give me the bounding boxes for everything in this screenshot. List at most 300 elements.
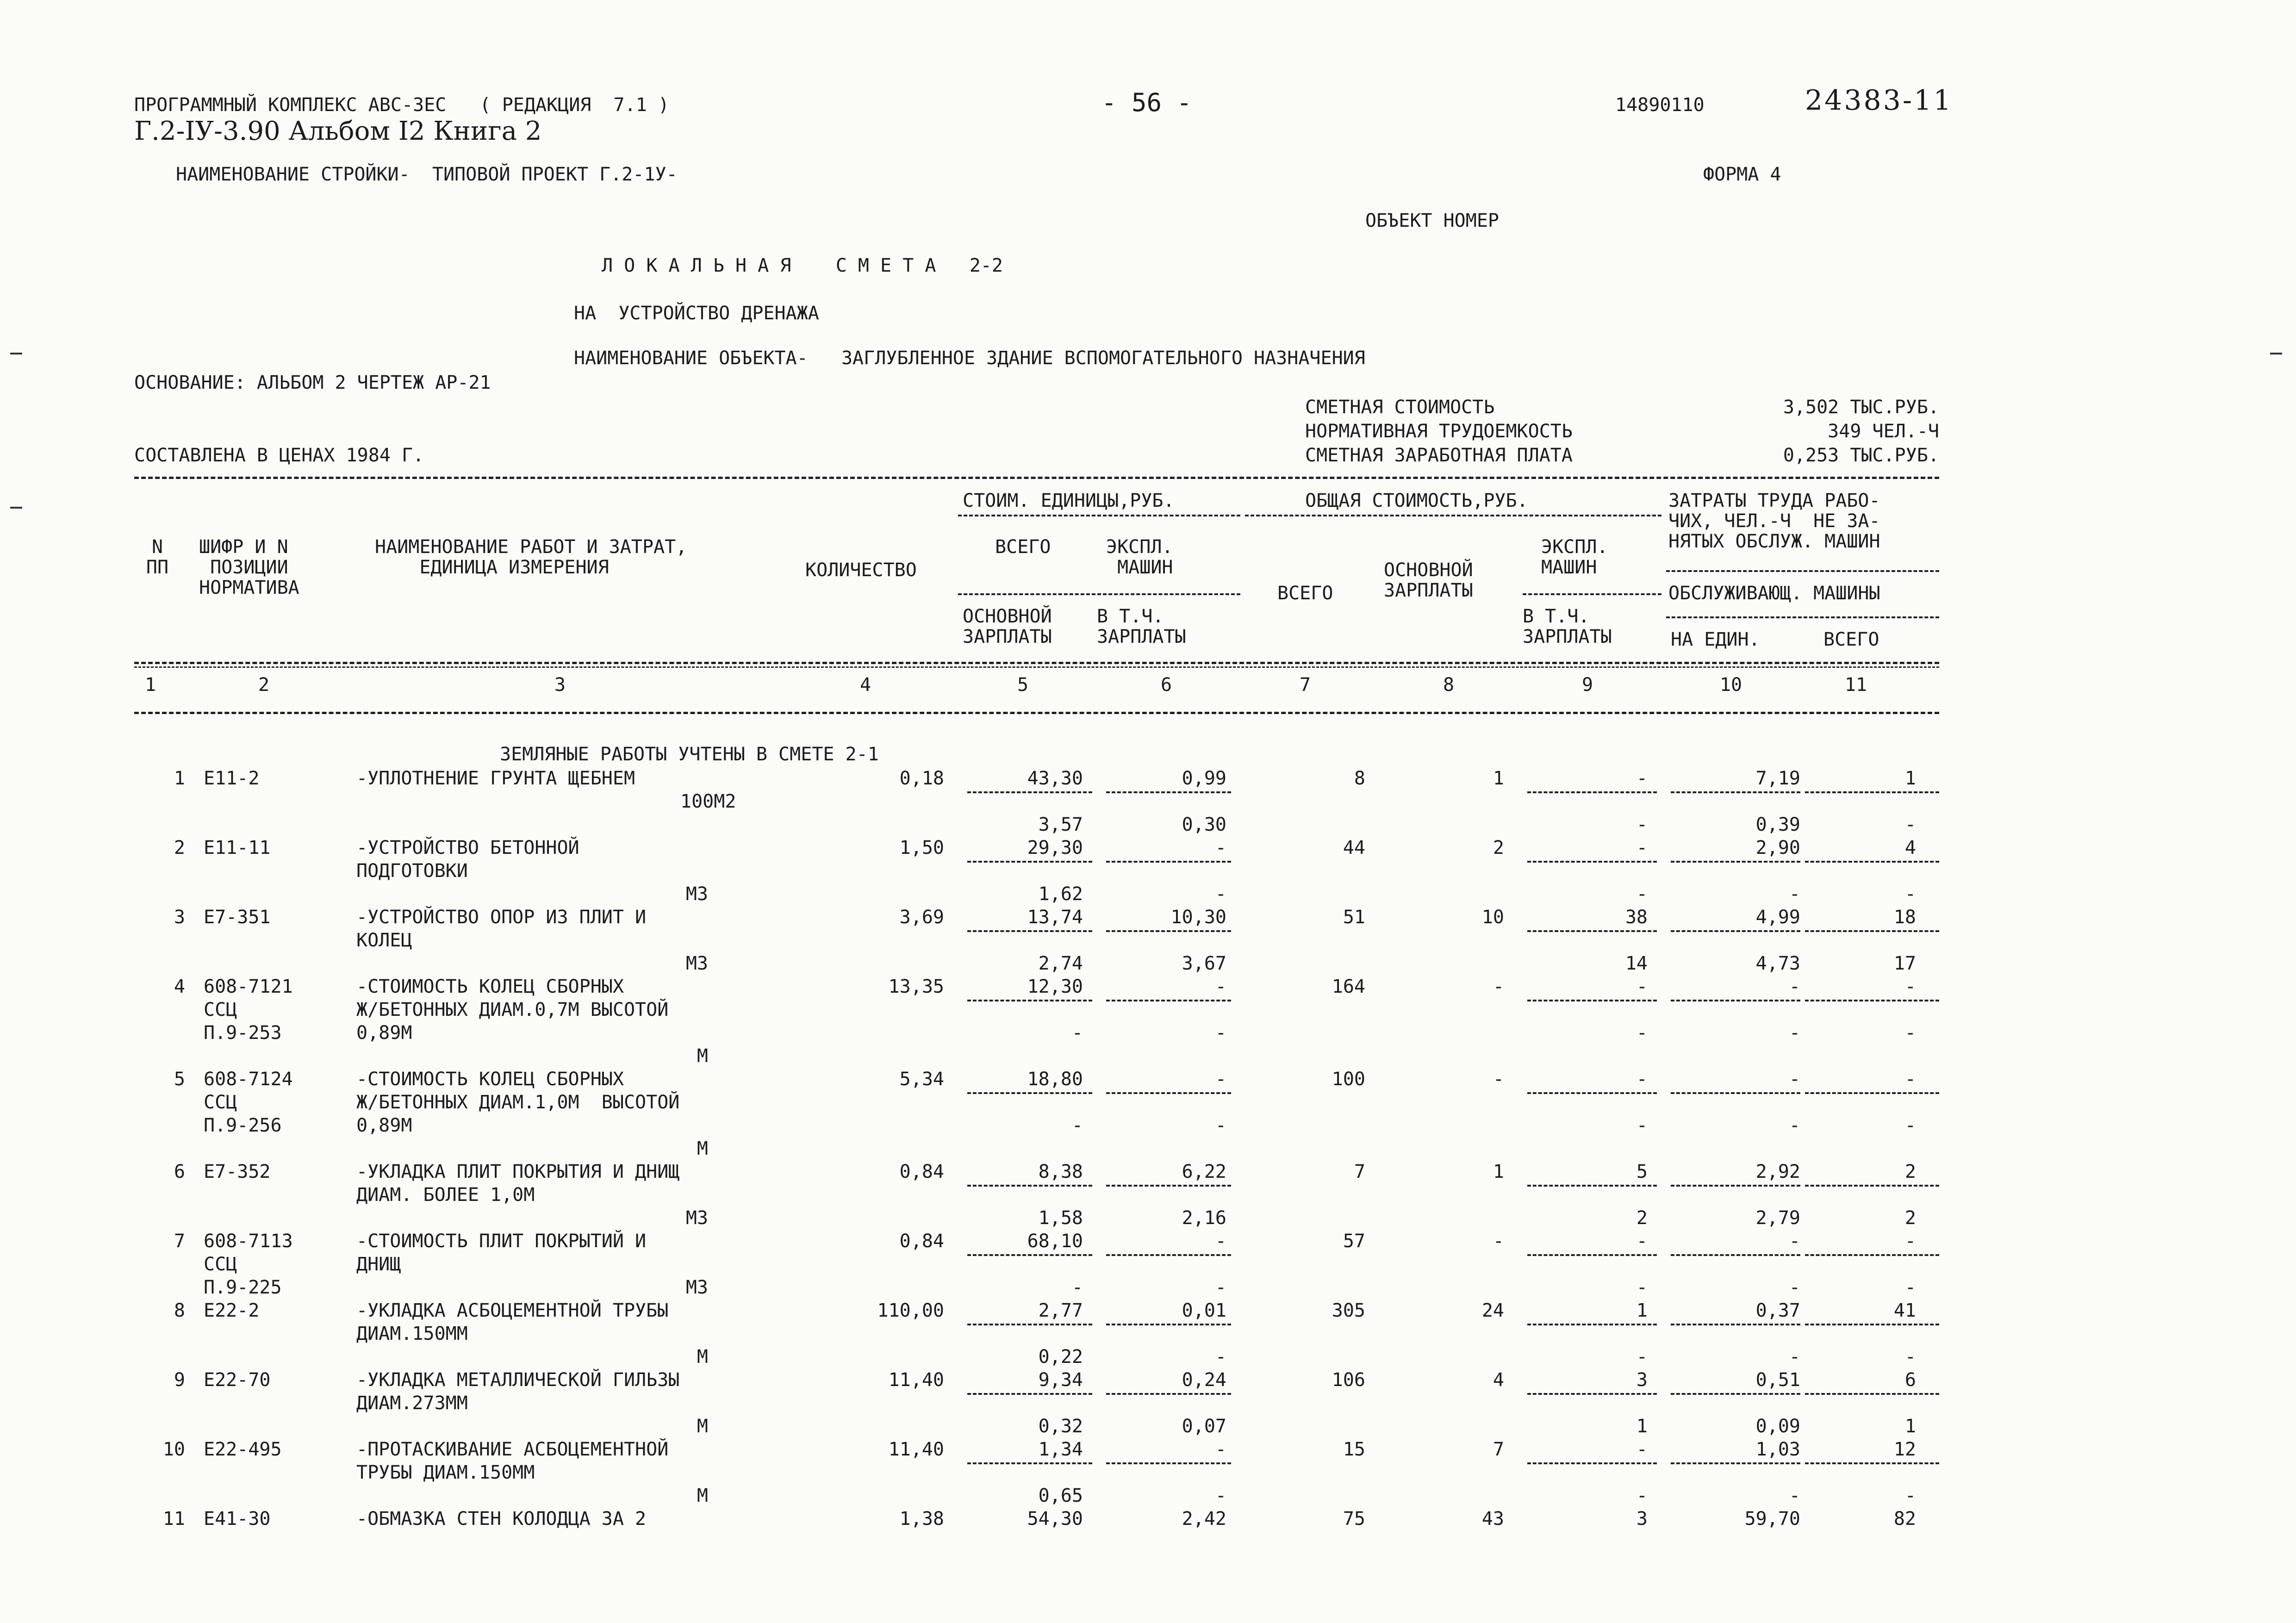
row-serv-total: - (1904, 814, 1916, 835)
margin-tick-left-2 (10, 507, 22, 509)
row-labor-total: 18 (1893, 907, 1916, 928)
row-divider (1671, 1000, 1800, 1001)
row-unit-total: 13,74 (1027, 907, 1083, 928)
row-unit-total: 8,38 (1038, 1161, 1083, 1182)
row-unit-incl: - (1215, 1277, 1226, 1298)
row-name: -СТОИМОСТЬ КОЛЕЦ СБОРНЫХ (356, 976, 624, 997)
row-number: 10 (162, 1439, 185, 1460)
row-divider (1805, 1254, 1939, 1256)
row-total-machines: 3 (1636, 1369, 1648, 1391)
col-header-name: НАИМЕНОВАНИЕ РАБОТ И ЗАТРАТ, ЕДИНИЦА ИЗМЕРЕНИЯ (375, 536, 687, 578)
row-code: Е7-352 (204, 1161, 271, 1182)
row-code: Е22-2 (204, 1300, 260, 1321)
row-quantity: 3,69 (899, 907, 944, 928)
row-name: -СТОИМОСТЬ КОЛЕЦ СБОРНЫХ (356, 1069, 624, 1090)
row-total-machines: - (1636, 1439, 1648, 1460)
col-number: 8 (1443, 674, 1455, 696)
row-labor-unit: 59,70 (1744, 1508, 1800, 1530)
row-unit-machines: 2,42 (1182, 1508, 1226, 1530)
row-total-machines: 1 (1636, 1300, 1648, 1321)
row-divider (1805, 1000, 1939, 1001)
row-total-machines: - (1636, 1069, 1648, 1090)
row-divider (1671, 791, 1800, 793)
row-code: Е11-11 (204, 837, 271, 858)
row-divider (1106, 1000, 1231, 1001)
row-number: 4 (174, 976, 185, 997)
row-divider (1527, 1324, 1657, 1325)
row-total-incl: - (1636, 1346, 1648, 1368)
row-divider (1527, 1185, 1657, 1187)
row-serv-unit: 2,79 (1755, 1207, 1800, 1229)
row-serv-total: - (1904, 1022, 1916, 1044)
row-divider (1671, 1185, 1800, 1187)
row-unit: М3 (685, 953, 708, 974)
row-divider (967, 861, 1092, 863)
row-total-wage: 7 (1493, 1439, 1504, 1460)
col-number: 9 (1581, 674, 1593, 696)
row-divider (1106, 1092, 1231, 1094)
row-name: 0,89М (356, 1115, 412, 1136)
row-serv-total: 17 (1893, 953, 1916, 974)
row-divider (1805, 861, 1939, 863)
row-total-incl: 2 (1636, 1207, 1648, 1229)
row-code: Е41-30 (204, 1508, 271, 1530)
row-total-incl: - (1636, 1277, 1648, 1298)
numbers-bottom-rule (134, 712, 1939, 714)
row-unit-incl: 3,67 (1182, 953, 1226, 974)
row-unit-wage: 0,32 (1038, 1416, 1083, 1437)
row-unit: М (697, 1485, 708, 1506)
section-note: ЗЕМЛЯНЫЕ РАБОТЫ УЧТЕНЫ В СМЕТЕ 2-1 (500, 744, 879, 765)
row-serv-unit: - (1789, 1277, 1800, 1298)
row-total-machines: - (1636, 837, 1648, 858)
total-cost-divider (1245, 515, 1661, 516)
summary-label-cost: СМЕТНАЯ СТОИМОСТЬ (1305, 397, 1495, 418)
row-labor-total: - (1904, 1069, 1916, 1090)
unit-cost-divider (958, 515, 1240, 516)
row-divider (1527, 791, 1657, 793)
row-unit: М3 (685, 1207, 708, 1229)
row-total-wage: 2 (1493, 837, 1504, 858)
row-divider (1805, 791, 1939, 793)
row-serv-unit: - (1789, 1115, 1800, 1136)
row-unit-incl: - (1215, 883, 1226, 905)
row-total-wage: 1 (1493, 1161, 1504, 1182)
row-divider (1671, 1324, 1800, 1325)
row-serv-total: - (1904, 1485, 1916, 1506)
row-unit-machines: - (1215, 1439, 1226, 1460)
row-serv-unit: - (1789, 1022, 1800, 1044)
col-header-total-incl: В Т.Ч. ЗАРПЛАТЫ (1523, 606, 1612, 647)
row-unit-wage: 0,22 (1038, 1346, 1083, 1368)
row-unit-total: 9,34 (1038, 1369, 1083, 1391)
col-number: 6 (1160, 674, 1172, 696)
col-header-unit-wage: ОСНОВНОЙ ЗАРПЛАТЫ (963, 606, 1052, 647)
row-quantity: 1,50 (899, 837, 944, 858)
row-quantity: 0,84 (899, 1231, 944, 1252)
row-quantity: 1,38 (899, 1508, 944, 1530)
row-quantity: 11,40 (888, 1369, 944, 1391)
row-quantity: 110,00 (877, 1300, 944, 1321)
row-total-incl: - (1636, 883, 1648, 905)
row-quantity: 11,40 (888, 1439, 944, 1460)
row-total-machines: 38 (1625, 907, 1648, 928)
col-header-number: N ПП (146, 536, 169, 578)
row-name: -УКЛАДКА АСБОЦЕМЕНТНОЙ ТРУБЫ (356, 1300, 669, 1321)
row-divider (1106, 1185, 1231, 1187)
row-total-incl: - (1636, 1485, 1648, 1506)
row-unit: М (697, 1138, 708, 1159)
row-divider (1527, 1000, 1657, 1001)
row-divider (1805, 930, 1939, 932)
row-unit-wage: 3,57 (1038, 814, 1083, 835)
row-name: ПОДГОТОВКИ (356, 860, 468, 882)
row-divider (967, 1092, 1092, 1094)
row-total-wage: 43 (1481, 1508, 1504, 1530)
total-cost-divider-2 (1523, 593, 1661, 595)
table-top-rule (134, 477, 1939, 479)
row-unit-total: 29,30 (1027, 837, 1083, 858)
row-unit-incl: - (1215, 1346, 1226, 1368)
col-number: 1 (144, 674, 156, 696)
row-unit: 100М2 (680, 791, 736, 812)
row-divider (1527, 1254, 1657, 1256)
row-labor-total: 82 (1893, 1508, 1916, 1530)
labor-divider (1666, 570, 1939, 572)
row-labor-unit: - (1789, 1069, 1800, 1090)
row-divider (1106, 1254, 1231, 1256)
program-info: ПРОГРАММНЫЙ КОМПЛЕКС АВС-3ЕС ( РЕДАКЦИЯ 7.1 ) (134, 94, 669, 116)
row-divider (1527, 1393, 1657, 1395)
col-header-total-cost: ОБЩАЯ СТОИМОСТЬ,РУБ. (1305, 490, 1528, 511)
row-quantity: 5,34 (899, 1069, 944, 1090)
row-unit-total: 68,10 (1027, 1231, 1083, 1252)
row-total: 15 (1343, 1439, 1365, 1460)
row-quantity: 0,18 (899, 768, 944, 789)
row-number: 8 (174, 1300, 185, 1321)
row-unit-incl: - (1215, 1022, 1226, 1044)
row-total-machines: - (1636, 976, 1648, 997)
row-unit-wage: 2,74 (1038, 953, 1083, 974)
row-total-wage: - (1493, 1069, 1504, 1090)
document-title: Л О К А Л Ь Н А Я С М Е Т А 2-2 (602, 255, 1003, 276)
row-labor-total: 12 (1893, 1439, 1916, 1460)
row-divider (967, 1254, 1092, 1256)
row-divider (1106, 1462, 1231, 1464)
row-unit: М3 (685, 883, 708, 905)
col-header-quantity: КОЛИЧЕСТВО (805, 560, 917, 581)
row-divider (1671, 1393, 1800, 1395)
col-header-unit-machines: ЭКСПЛ. МАШИН (1106, 536, 1173, 578)
row-labor-total: 41 (1893, 1300, 1916, 1321)
row-unit: М (697, 1416, 708, 1437)
summary-value-cost: 3,502 ТЫС.РУБ. (1783, 397, 1939, 418)
row-total-wage: 1 (1493, 768, 1504, 789)
row-divider (1805, 1185, 1939, 1187)
album-title: Г.2-IУ-3.90 Альбом I2 Книга 2 (134, 116, 542, 146)
row-serv-total: 2 (1904, 1207, 1916, 1229)
row-code: П.9-253 (204, 1022, 282, 1044)
row-unit: М (697, 1045, 708, 1067)
row-serv-total: - (1904, 1115, 1916, 1136)
row-labor-unit: - (1789, 1231, 1800, 1252)
row-labor-unit: 7,19 (1755, 768, 1800, 789)
row-unit-machines: 0,99 (1182, 768, 1226, 789)
row-total-incl: - (1636, 1022, 1648, 1044)
col-header-code: ШИФР И N ПОЗИЦИИ НОРМАТИВА (199, 536, 299, 598)
row-labor-unit: 4,99 (1755, 907, 1800, 928)
row-name: -СТОИМОСТЬ ПЛИТ ПОКРЫТИЙ И (356, 1231, 647, 1252)
row-serv-total: - (1904, 1346, 1916, 1368)
row-divider (1671, 861, 1800, 863)
row-serv-unit: 4,73 (1755, 953, 1800, 974)
row-number: 7 (174, 1231, 185, 1252)
row-unit-wage: 1,58 (1038, 1207, 1083, 1229)
row-unit-machines: 0,01 (1182, 1300, 1226, 1321)
col-number: 4 (859, 674, 871, 696)
row-divider (1106, 791, 1231, 793)
row-unit-incl: - (1215, 1115, 1226, 1136)
row-code: ССЦ (204, 1254, 237, 1275)
row-serv-unit: 0,09 (1755, 1416, 1800, 1437)
row-unit-incl: - (1215, 1485, 1226, 1506)
row-total: 100 (1332, 1069, 1365, 1090)
row-divider (967, 1324, 1092, 1325)
summary-value-labor: 349 ЧЕЛ.-Ч (1828, 421, 1939, 442)
row-labor-total: - (1904, 976, 1916, 997)
row-number: 5 (174, 1069, 185, 1090)
row-name: ДИАМ. БОЛЕЕ 1,0М (356, 1184, 535, 1206)
row-unit-incl: 0,07 (1182, 1416, 1226, 1437)
labor-divider-2 (1666, 616, 1939, 618)
row-name: -УКЛАДКА МЕТАЛЛИЧЕСКОЙ ГИЛЬЗЫ (356, 1369, 680, 1391)
row-serv-unit: - (1789, 1346, 1800, 1368)
prices-basis: СОСТАВЛЕНА В ЦЕНАХ 1984 Г. (134, 445, 424, 466)
row-unit-incl: 2,16 (1182, 1207, 1226, 1229)
row-code: Е22-495 (204, 1439, 282, 1460)
col-header-labor-unit: НА ЕДИН. (1671, 629, 1760, 650)
row-name: ДНИЩ (356, 1254, 401, 1275)
row-code: 608-7121 (204, 976, 293, 997)
col-number: 10 (1719, 674, 1742, 696)
row-name: Ж/БЕТОННЫХ ДИАМ.0,7М ВЫСОТОЙ (356, 999, 669, 1020)
row-divider (1805, 1393, 1939, 1395)
row-labor-unit: - (1789, 976, 1800, 997)
row-divider (1527, 1092, 1657, 1094)
row-total: 8 (1354, 768, 1365, 789)
row-total: 305 (1332, 1300, 1365, 1321)
row-serv-total: - (1904, 883, 1916, 905)
row-divider (1805, 1324, 1939, 1325)
document-code: 14890110 (1615, 94, 1705, 116)
col-number: 7 (1299, 674, 1311, 696)
row-unit-machines: - (1215, 1231, 1226, 1252)
row-unit-wage: - (1071, 1277, 1083, 1298)
row-divider (1527, 1462, 1657, 1464)
row-unit-total: 2,77 (1038, 1300, 1083, 1321)
row-total-wage: - (1493, 1231, 1504, 1252)
row-unit-total: 12,30 (1027, 976, 1083, 997)
row-total: 75 (1343, 1508, 1365, 1530)
row-name: ДИАМ.273ММ (356, 1393, 468, 1414)
row-divider (1671, 1462, 1800, 1464)
row-labor-unit: 2,90 (1755, 837, 1800, 858)
row-quantity: 13,35 (888, 976, 944, 997)
row-divider (1805, 1092, 1939, 1094)
row-serv-total: 1 (1904, 1416, 1916, 1437)
row-number: 2 (174, 837, 185, 858)
row-code: 608-7124 (204, 1069, 293, 1090)
unit-cost-divider-2 (958, 593, 1240, 595)
summary-label-labor: НОРМАТИВНАЯ ТРУДОЕМКОСТЬ (1305, 421, 1573, 442)
handwritten-number: 24383-11 (1805, 84, 1953, 117)
row-total-wage: 4 (1493, 1369, 1504, 1391)
row-name: -ПРОТАСКИВАНИЕ АСБОЦЕМЕНТНОЙ (356, 1439, 669, 1460)
row-divider (1106, 1393, 1231, 1395)
construction-name: НАИМЕНОВАНИЕ СТРОЙКИ- ТИПОВОЙ ПРОЕКТ Г.2-1У- (176, 164, 678, 185)
row-serv-unit: - (1789, 1485, 1800, 1506)
row-unit-total: 54,30 (1027, 1508, 1083, 1530)
basis: ОСНОВАНИЕ: АЛЬБОМ 2 ЧЕРТЕЖ АР-21 (134, 372, 491, 393)
row-unit: М3 (685, 1277, 708, 1298)
row-number: 6 (174, 1161, 185, 1182)
row-unit-total: 43,30 (1027, 768, 1083, 789)
row-divider (967, 1393, 1092, 1395)
form-label: ФОРМА 4 (1703, 164, 1781, 185)
col-number: 5 (1017, 674, 1029, 696)
row-labor-total: 4 (1904, 837, 1916, 858)
row-divider (967, 1185, 1092, 1187)
row-labor-unit: 0,51 (1755, 1369, 1800, 1391)
row-total-machines: 3 (1636, 1508, 1648, 1530)
row-total-wage: 24 (1481, 1300, 1504, 1321)
col-header-labor: ЗАТРАТЫ ТРУДА РАБО- ЧИХ, ЧЕЛ.-Ч НЕ ЗА- НЯТЫХ ОБСЛУЖ. МАШИН (1668, 490, 1880, 552)
row-code: ССЦ (204, 1092, 237, 1113)
row-divider (1805, 1462, 1939, 1464)
row-name: -УКЛАДКА ПЛИТ ПОКРЫТИЯ И ДНИЩ (356, 1161, 680, 1182)
col-number: 11 (1844, 674, 1867, 696)
row-unit-wage: 1,62 (1038, 883, 1083, 905)
row-total-incl: 14 (1625, 953, 1648, 974)
row-code: 608-7113 (204, 1231, 293, 1252)
row-quantity: 0,84 (899, 1161, 944, 1182)
row-total: 7 (1354, 1161, 1365, 1182)
row-code: П.9-225 (204, 1277, 282, 1298)
col-number: 2 (258, 674, 270, 696)
col-header-unit-cost: СТОИМ. ЕДИНИЦЫ,РУБ. (963, 490, 1175, 511)
row-name: -УСТРОЙСТВО ОПОР ИЗ ПЛИТ И (356, 907, 647, 928)
row-number: 9 (174, 1369, 185, 1391)
col-header-labor-serv: ОБСЛУЖИВАЮЩ. МАШИНЫ (1668, 583, 1880, 604)
row-unit-machines: 6,22 (1182, 1161, 1226, 1182)
header-bottom-rule (134, 662, 1939, 664)
row-name: КОЛЕЦ (356, 930, 412, 951)
row-number: 11 (162, 1508, 185, 1530)
row-unit-total: 18,80 (1027, 1069, 1083, 1090)
row-divider (1671, 1092, 1800, 1094)
row-number: 1 (174, 768, 185, 789)
row-labor-total: 6 (1904, 1369, 1916, 1391)
row-total: 51 (1343, 907, 1365, 928)
summary-value-wage: 0,253 ТЫС.РУБ. (1783, 445, 1939, 466)
row-unit-machines: - (1215, 1069, 1226, 1090)
row-total-incl: 1 (1636, 1416, 1648, 1437)
row-serv-total: - (1904, 1277, 1916, 1298)
row-unit-incl: 0,30 (1182, 814, 1226, 835)
row-divider (967, 1000, 1092, 1001)
row-code: Е7-351 (204, 907, 271, 928)
object-name: НАИМЕНОВАНИЕ ОБЪЕКТА- ЗАГЛУБЛЕННОЕ ЗДАНИЕ ВСПОМОГАТЕЛЬНОГО НАЗНАЧЕНИЯ (574, 348, 1365, 369)
row-divider (967, 791, 1092, 793)
row-divider (1671, 1254, 1800, 1256)
row-total-machines: - (1636, 1231, 1648, 1252)
row-divider (1671, 930, 1800, 932)
row-total-incl: - (1636, 1115, 1648, 1136)
row-name: ТРУБЫ ДИАМ.150ММ (356, 1462, 535, 1483)
row-code: Е22-70 (204, 1369, 271, 1391)
col-header-total-all: ВСЕГО (1277, 583, 1333, 604)
row-unit-wage: - (1071, 1022, 1083, 1044)
col-number: 3 (554, 674, 566, 696)
row-labor-total: 2 (1904, 1161, 1916, 1182)
row-name: ДИАМ.150ММ (356, 1323, 468, 1344)
row-total-wage: - (1493, 976, 1504, 997)
row-unit-machines: 0,24 (1182, 1369, 1226, 1391)
col-header-total-machines: ЭКСПЛ. МАШИН (1541, 536, 1608, 578)
row-divider (1106, 930, 1231, 932)
row-divider (967, 930, 1092, 932)
row-name: Ж/БЕТОННЫХ ДИАМ.1,0М ВЫСОТОЙ (356, 1092, 680, 1113)
row-divider (1527, 930, 1657, 932)
row-labor-total: - (1904, 1231, 1916, 1252)
row-total-machines: 5 (1636, 1161, 1648, 1182)
summary-label-wage: СМЕТНАЯ ЗАРАБОТНАЯ ПЛАТА (1305, 445, 1573, 466)
row-divider (967, 1462, 1092, 1464)
row-unit: М (697, 1346, 708, 1368)
row-serv-unit: 0,39 (1755, 814, 1800, 835)
row-labor-total: 1 (1904, 768, 1916, 789)
row-unit-total: 1,34 (1038, 1439, 1083, 1460)
col-header-labor-total: ВСЕГО (1823, 629, 1879, 650)
page-number: - 56 - (1101, 88, 1192, 117)
col-header-total-wage: ОСНОВНОЙ ЗАРПЛАТЫ (1384, 560, 1473, 601)
row-total: 44 (1343, 837, 1365, 858)
row-labor-unit: 0,37 (1755, 1300, 1800, 1321)
margin-tick-left (10, 353, 22, 354)
col-header-unit-total: ВСЕГО (995, 536, 1051, 558)
margin-tick-right (2270, 353, 2282, 354)
row-code: ССЦ (204, 999, 237, 1020)
row-total: 106 (1332, 1369, 1365, 1391)
row-divider (1106, 1324, 1231, 1325)
row-divider (1527, 861, 1657, 863)
row-name: -ОБМАЗКА СТЕН КОЛОДЦА ЗА 2 (356, 1508, 647, 1530)
row-labor-unit: 2,92 (1755, 1161, 1800, 1182)
row-name: -УПЛОТНЕНИЕ ГРУНТА ЩЕБНЕМ (356, 768, 635, 789)
col-header-unit-incl: В Т.Ч. ЗАРПЛАТЫ (1097, 606, 1186, 647)
row-unit-machines: 10,30 (1170, 907, 1226, 928)
document-subtitle: НА УСТРОЙСТВО ДРЕНАЖА (574, 303, 819, 324)
row-number: 3 (174, 907, 185, 928)
row-total-wage: 10 (1481, 907, 1504, 928)
row-total: 164 (1332, 976, 1365, 997)
row-unit-wage: - (1071, 1115, 1083, 1136)
row-unit-wage: 0,65 (1038, 1485, 1083, 1506)
row-unit-machines: - (1215, 837, 1226, 858)
row-divider (1106, 861, 1231, 863)
row-total-incl: - (1636, 814, 1648, 835)
row-unit-machines: - (1215, 976, 1226, 997)
